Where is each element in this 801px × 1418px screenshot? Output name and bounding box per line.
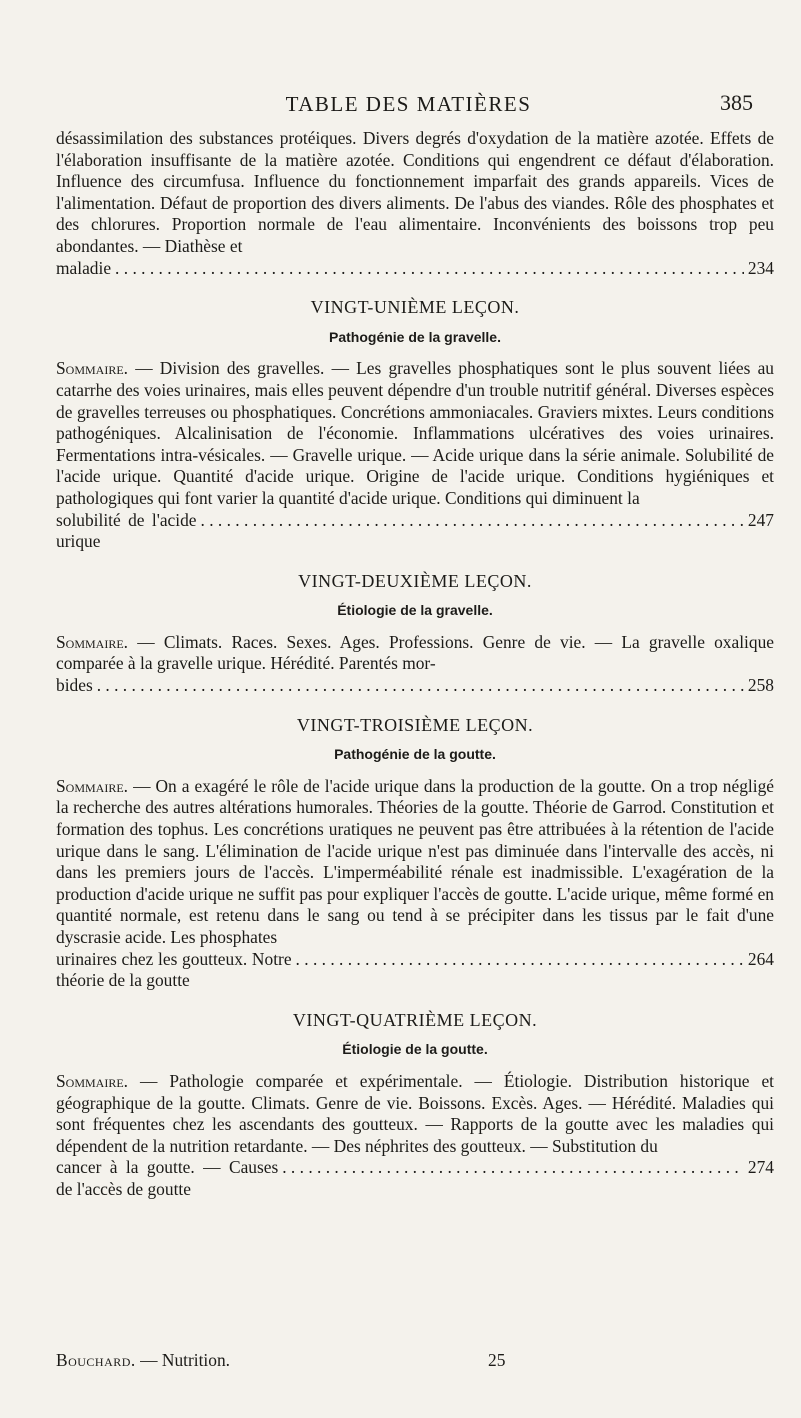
sommaire-label: Sommaire. — [56, 775, 129, 796]
lesson-subject: Étiologie de la goutte. — [342, 1041, 488, 1058]
running-header — [56, 92, 761, 122]
intro-page-ref: 234 — [747, 257, 774, 278]
leader-dots — [201, 510, 744, 532]
intro-text: désassimilation des substances protéiques. Divers degrés d'oxydation de la matière azotée. Effets de l'élaboration insuffisante de la matière azotée. Conditions qui engendrent ce défaut d'élaboration. Influence des circumfusa. Influence du fonctionnement imparfait des grands appareils. Vices de l'alimentation. Défaut de proportion des divers aliments. De l'abus des viandes. Rôle des phosphates et des chlorures. Proportion normale de l'eau alimentaire. Inconvénients des boissons trop peu abondantes. — Diathèse et — [56, 128, 774, 256]
signature-mark: 25 — [488, 1350, 506, 1370]
summary-last-text: bides — [56, 675, 93, 696]
leader-dots — [115, 258, 744, 280]
page-ref: 274 — [747, 1157, 774, 1178]
summary-last-line — [56, 949, 774, 992]
lesson-heading: VINGT-QUATRIÈME LEÇON. — [292, 1009, 538, 1030]
summary-text: — Climats. Races. Sexes. Ages. Professions. Genre de vie. — La gravelle oxalique comparée à la gravelle urique. Hérédité. Parentés mor- — [56, 631, 774, 674]
footer-author: Bouchard. — [56, 1350, 136, 1370]
lesson-subject: Pathogénie de la gravelle. — [329, 328, 501, 345]
lesson-22 — [56, 571, 774, 697]
lesson-heading: VINGT-DEUXIÈME LEÇON. — [298, 570, 532, 591]
lesson-subject: Étiologie de la gravelle. — [337, 602, 493, 619]
sommaire-label: Sommaire. — [56, 1070, 129, 1091]
summary-text: — Division des gravelles. — Les gravelles phosphatiques sont le plus souvent liées au catarrhe des voies urinaires, mais elles peuvent dépendre d'un trouble nutritif général. Diverses espèces de gravelles terreuses ou phosphatiques. Concrétions ammoniacales. Graviers mixtes. Leurs conditions pathogéniques. Alcalinisation de l'économie. Inflammations ulcératives des voies urinaires. Fermentations intra-vésicales. — Gravelle urique. — Acide urique dans la série animale. Solubilité de l'acide urique. Quantité d'acide urique. Origine de l'acide urique. Conditions hygiéniques et pathologiques qui font varier la quantité d'acide urique. Conditions qui diminuent la — [56, 358, 774, 508]
lesson-21 — [56, 297, 774, 553]
lesson-24 — [56, 1010, 774, 1201]
footer-book: — Nutrition. — [140, 1350, 231, 1370]
sommaire-label: Sommaire. — [56, 631, 129, 652]
lesson-summary — [56, 1071, 774, 1157]
lesson-summary — [56, 358, 774, 509]
intro-last-line — [56, 258, 774, 280]
summary-text: — On a exagéré le rôle de l'acide urique dans la production de la goutte. On a trop négligé la recherche des autres altérations humorales. Théories de la goutte. Théorie de Garrod. Constitution et formation des tophus. Les concrétions uratiques ne peuvent pas être attribuées à la rétention de l'acide urique dans le sang. L'élimination de l'acide urique n'est pas diminuée dans l'intervalle des accès, ni dans les premiers jours de l'accès. L'imperméabilité rénale est inadmissible. L'exagération de la production d'acide urique ne suffit pas pour expliquer l'accès de goutte. L'acide urique, même formé en quantité normale, est retenu dans le sang ou tend à se précipiter dans les tissus par le fait d'une dyscrasie acide. Les phosphates — [56, 775, 774, 947]
leader-dots — [296, 949, 744, 971]
summary-last-line — [56, 510, 774, 553]
lesson-heading: VINGT-TROISIÈME LEÇON. — [296, 714, 534, 735]
lesson-23 — [56, 715, 774, 992]
page-ref: 264 — [747, 948, 774, 969]
toc-content — [56, 128, 774, 1201]
lesson-subject: Pathogénie de la goutte. — [334, 746, 496, 763]
leader-dots — [97, 675, 744, 697]
sommaire-label: Sommaire. — [56, 358, 129, 379]
summary-last-text: urinaires chez les goutteux. Notre théorie de la goutte — [56, 948, 292, 991]
leader-dots — [282, 1157, 744, 1179]
summary-last-line — [56, 1157, 774, 1200]
page-ref: 247 — [747, 509, 774, 530]
lesson-summary — [56, 632, 774, 675]
page-title: TABLE DES MATIÈRES — [285, 92, 532, 116]
intro-last-text: maladie — [56, 257, 112, 278]
page-footer — [56, 1350, 774, 1371]
summary-last-text: cancer à la goutte. — Causes de l'accès de goutte — [56, 1157, 279, 1199]
summary-last-text: solubilité de l'acide urique — [56, 509, 197, 552]
page-number: 385 — [720, 90, 753, 115]
summary-text: — Pathologie comparée et expérimentale. — Étiologie. Distribution historique et géographique de la goutte. Climats. Genre de vie. Boissons. Excès. Ages. — Hérédité. Maladies qui sont fréquentes chez les ascendants des goutteux. — Rapports de la goutte avec les maladies qui dépendent de la nutrition retardante. — Des néphrites des goutteux. — Substitution du — [56, 1070, 774, 1156]
summary-last-line — [56, 675, 774, 697]
lesson-summary — [56, 776, 774, 949]
lesson-heading: VINGT-UNIÈME LEÇON. — [310, 297, 520, 318]
page-ref: 258 — [747, 675, 774, 696]
intro-entry — [56, 128, 774, 279]
